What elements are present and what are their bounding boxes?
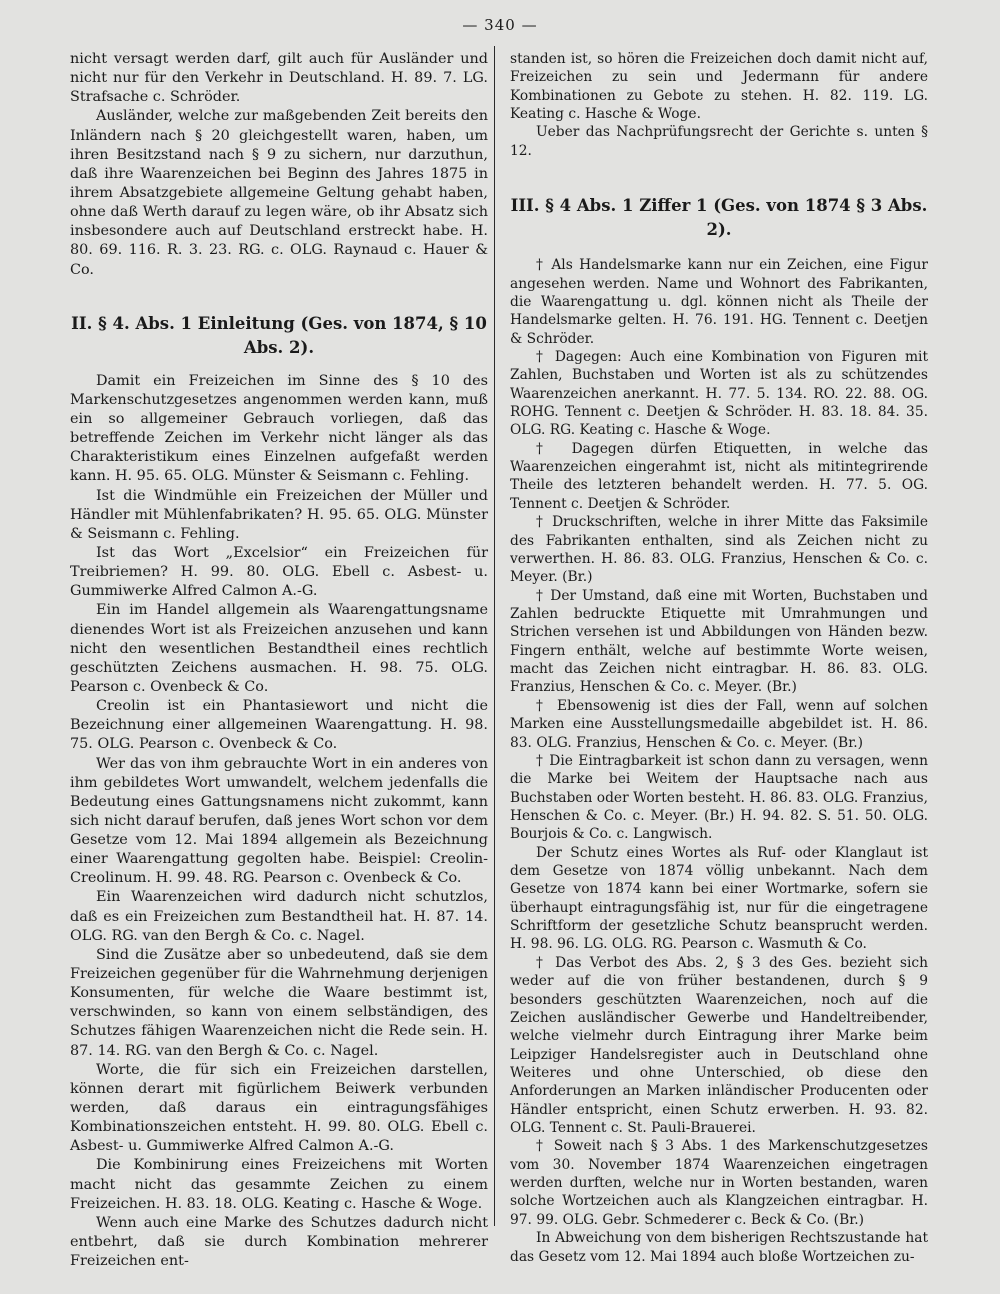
paragraph: Damit ein Freizeichen im Sinne des § 10 des Markenschutzgesetzes angenommen werden kann, muß ein so allgemeiner Gebrauch vorliegen, daß das betreffende Zeichen im Verkehr nicht länger als das Charakteristikum eines Einzelnen aufgefaßt werden kann. H. 95. 65. OLG. Münster & Seismann c. Fehling. [70, 372, 488, 485]
paragraph: † Soweit nach § 3 Abs. 1 des Markenschutzgesetzes vom 30. November 1874 Waarenzeichen eingetragen werden durften, welche nur in Worten bestanden, waren solche Wortzeichen auch als Klangzeichen eintragbar. H. 97. 99. OLG. Gebr. Schmederer c. Beck & Co. (Br.) [510, 1138, 928, 1228]
paragraph: Ausländer, welche zur maßgebenden Zeit bereits den Inländern nach § 20 gleichgestellt waren, haben, um ihren Besitzstand nach § 9 zu sichern, nur darzuthun, daß ihre Waarenzeichen bei Beginn des Jahres 1875 in ihrem Absatzgebiete allgemeine Geltung gehabt haben, ohne daß Werth darauf zu legen wäre, ob ihr Absatz sich insbesondere auch auf Deutschland erstreckt habe. H. 80. 69. 116. R. 3. 23. RG. c. OLG. Raynaud c. Hauer & Co. [70, 108, 488, 278]
paragraph: Ueber das Nachprüfungsrecht der Gerichte s. unten § 12. [510, 124, 928, 159]
paragraph: † Das Verbot des Abs. 2, § 3 des Ges. bezieht sich weder auf die von früher bestandenen, durch § 9 besonders geschützten Waarenzeichen, noch auf die Zeichen ausländischer Gewerbe und Handeltreibender, welche vielmehr durch Eintragung ihrer Marke beim Leipziger Handelsregister auch in Deutschland ohne Weiteres und ohne Unterschied, ob diese den Anforderungen an Marken inländischer Producenten oder Händler entspricht, einen Schutz erwerben. H. 93. 82. OLG. Tennent c. St. Pauli-Brauerei. [510, 954, 928, 1137]
paragraph: Wenn auch eine Marke des Schutzes dadurch nicht entbehrt, daß sie durch Kombination mehrerer Freizeichen ent- [70, 1214, 488, 1270]
paragraph: standen ist, so hören die Freizeichen doch damit nicht auf, Freizeichen zu sein und Jedermann für andere Kombinationen zu Gebote zu stehen. H. 82. 119. LG. Keating c. Hasche & Woge. [510, 51, 928, 123]
paragraph: † Als Handelsmarke kann nur ein Zeichen, eine Figur angesehen werden. Name und Wohnort des Fabrikanten, die Waarengattung u. dgl. können nicht als Theile der Handelsmarke gelten. H. 76. 191. HG. Tennent c. Deetjen & Schröder. [510, 257, 928, 347]
column-divider [494, 46, 495, 1226]
paragraph: Ein Waarenzeichen wird dadurch nicht schutzlos, daß es ein Freizeichen zum Bestandtheil hat. H. 87. 14. OLG. RG. van den Bergh & Co. c. Nagel. [70, 889, 488, 944]
paragraph: † Der Umstand, daß eine mit Worten, Buchstaben und Zahlen bedruckte Etiquette mit Umrahmungen und Strichen versehen ist und Abbildungen von Händen bezw. Fingern enthält, welche auf bestimmte Worte weisen, macht das Zeichen nicht eintragbar. H. 86. 83. OLG. Franzius, Henschen & Co. c. Meyer. (Br.) [510, 587, 928, 696]
paragraph: Wer das von ihm gebrauchte Wort in ein anderes von ihm gebildetes Wort umwandelt, welchem jedenfalls die Bedeutung eines Gattungsnamens nicht zukommt, kann sich nicht darauf berufen, daß jenes Wort schon vor dem Gesetze vom 12. Mai 1894 allgemein als Bezeichnung einer Waarengattung gegolten habe. Beispiel: Creolin-Creolinum. H. 99. 48. RG. Pearson c. Ovenbeck & Co. [70, 755, 488, 887]
paragraph: Ist die Windmühle ein Freizeichen der Müller und Händler mit Mühlenfabrikaten? H. 95. 65. OLG. Münster & Seismann c. Fehling. [70, 487, 488, 542]
right-column [510, 50, 928, 1266]
paragraph: Creolin ist ein Phantasiewort und nicht die Bezeichnung einer allgemeinen Waarengattung. H. 98. 75. OLG. Pearson c. Ovenbeck & Co. [70, 698, 488, 753]
section-heading-iii: III. § 4 Abs. 1 Ziffer 1 (Ges. von 1874 § 3 Abs. 2). [510, 196, 928, 240]
paragraph: Die Kombinirung eines Freizeichens mit Worten macht nicht das gesammte Zeichen zu einem Freizeichen. H. 83. 18. OLG. Keating c. Hasche & Woge. [70, 1157, 488, 1212]
paragraph: † Dagegen dürfen Etiquetten, in welche das Waarenzeichen eingerahmt ist, nicht als mitintegrirende Theile des letzteren behandelt werden. H. 77. 5. OG. Tennent c. Deetjen & Schröder. [510, 440, 928, 512]
paragraph: nicht versagt werden darf, gilt auch für Ausländer und nicht nur für den Verkehr in Deutschland. H. 89. 7. LG. Strafsache c. Schröder. [70, 51, 488, 106]
section-heading-ii: II. § 4. Abs. 1 Einleitung (Ges. von 1874, § 10 Abs. 2). [71, 313, 487, 357]
page-number: — 340 — [462, 16, 538, 34]
paragraph: Ist das Wort „Excelsior“ ein Freizeichen für Treibriemen? H. 99. 80. OLG. Ebell c. Asbest- u. Gummiwerke Alfred Calmon A.-G. [70, 544, 488, 600]
paragraph: Sind die Zusätze aber so unbedeutend, daß sie dem Freizeichen gegenüber für die Wahrnehmung derjenigen Konsumenten, für welche die Waare bestimmt ist, verschwinden, so kann von einem selbständigen, des Schutzes fähigen Waarenzeichen nicht die Rede sein. H. 87. 14. RG. van den Bergh & Co. c. Nagel. [70, 946, 488, 1059]
paragraph: † Druckschriften, welche in ihrer Mitte das Faksimile des Fabrikanten enthalten, sind als Zeichen nicht zu verwerthen. H. 86. 83. OLG. Franzius, Henschen & Co. c. Meyer. (Br.) [510, 514, 928, 586]
paragraph: Ein im Handel allgemein als Waarengattungsname dienendes Wort ist als Freizeichen anzusehen und kann nicht den wesentlichen Bestandtheil eines rechtlich geschützten Zeichens ausmachen. H. 98. 75. OLG. Pearson c. Ovenbeck & Co. [70, 602, 488, 695]
paragraph: Der Schutz eines Wortes als Ruf- oder Klanglaut ist dem Gesetze von 1874 völlig unbekannt. Nach dem Gesetze von 1874 kann bei einer Wortmarke, sofern sie überhaupt eintragungsfähig ist, nur für die eingetragene Schriftform der gesetzliche Schutz beansprucht werden. H. 98. 96. LG. OLG. RG. Pearson c. Wasmuth & Co. [510, 844, 928, 953]
paragraph: In Abweichung von dem bisherigen Rechtszustande hat das Gesetz vom 12. Mai 1894 auch bloße Wortzeichen zu- [510, 1230, 928, 1265]
paragraph: † Die Eintragbarkeit ist schon dann zu versagen, wenn die Marke bei Weitem der Hauptsache nach aus Buchstaben oder Worten besteht. H. 86. 83. OLG. Franzius, Henschen & Co. c. Meyer. (Br.) H. 94. 82. S. 51. 50. OLG. Bourjois & Co. c. Langwisch. [510, 752, 928, 843]
left-column [70, 50, 488, 1271]
paragraph: † Ebensowenig ist dies der Fall, wenn auf solchen Marken eine Ausstellungsmedaille abgebildet ist. H. 86. 83. OLG. Franzius, Henschen & Co. c. Meyer. (Br.) [510, 697, 928, 751]
paragraph: Worte, die für sich ein Freizeichen darstellen, können derart mit figürlichem Beiwerk verbunden werden, daß daraus ein eintragungsfähiges Kombinationszeichen entsteht. H. 99. 80. OLG. Ebell c. Asbest- u. Gummiwerke Alfred Calmon A.-G. [70, 1061, 488, 1155]
paragraph: † Dagegen: Auch eine Kombination von Figuren mit Zahlen, Buchstaben und Worten ist als zu schützendes Waarenzeichen anerkannt. H. 77. 5. 134. RO. 22. 88. OG. ROHG. Tennent c. Deetjen & Schröder. H. 83. 18. 84. 35. OLG. RG. Keating c. Hasche & Woge. [510, 348, 928, 439]
